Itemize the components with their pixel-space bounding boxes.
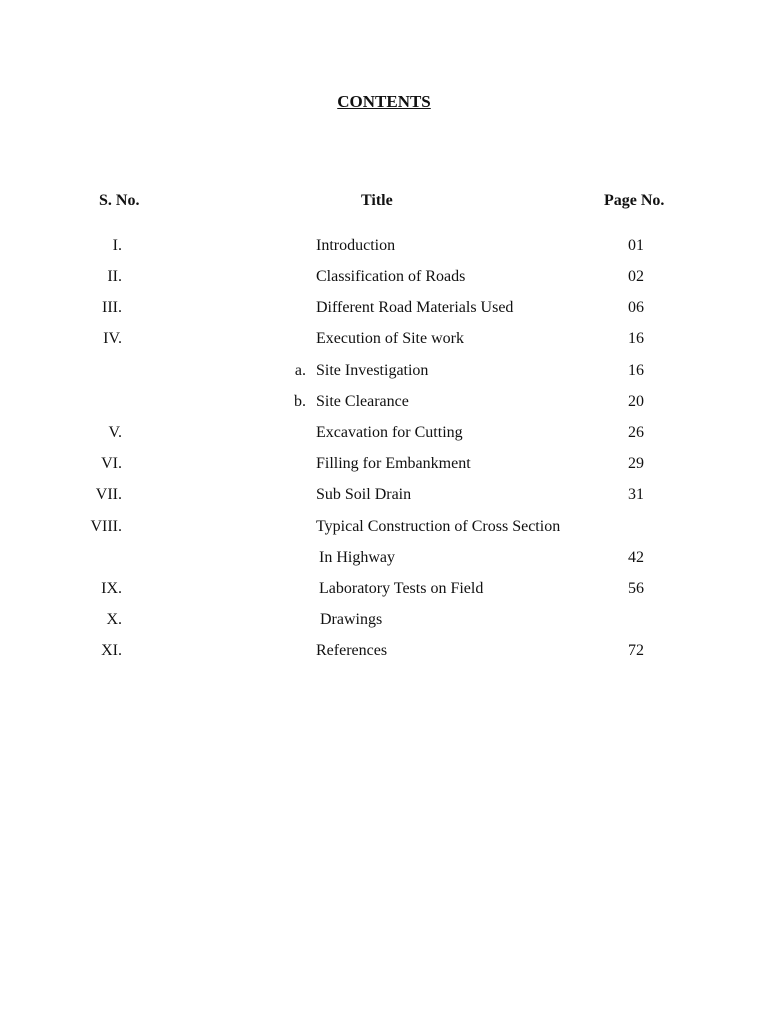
toc-row	[0, 486, 768, 508]
toc-sub-letter: a.	[294, 362, 306, 379]
column-header-sno: S. No.	[99, 192, 140, 209]
toc-page: 06	[628, 299, 644, 316]
toc-page: 20	[628, 393, 644, 410]
toc-title: Site Clearance	[316, 393, 409, 410]
toc-title: Classification of Roads	[316, 268, 466, 285]
column-header-title: Title	[361, 192, 393, 209]
toc-row	[0, 424, 768, 446]
toc-subrow	[0, 362, 768, 384]
toc-page: 16	[628, 330, 644, 347]
toc-title: Drawings	[320, 611, 383, 628]
toc-title: Execution of Site work	[316, 330, 464, 347]
toc-page: 02	[628, 268, 644, 285]
toc-title: References	[316, 642, 388, 659]
toc-subrow	[0, 393, 768, 415]
toc-sno: II.	[107, 268, 122, 285]
toc-row	[0, 330, 768, 352]
toc-row	[0, 268, 768, 290]
toc-sub-letter: b.	[294, 393, 306, 410]
toc-title: Laboratory Tests on Field	[319, 580, 484, 597]
toc-page: 56	[628, 580, 644, 597]
column-header-page: Page No.	[604, 192, 665, 209]
toc-page: 31	[628, 486, 644, 503]
toc-sno: V.	[108, 424, 122, 441]
toc-title: Excavation for Cutting	[316, 424, 463, 441]
toc-title: Filling for Embankment	[316, 455, 471, 472]
toc-sno: XI.	[101, 642, 122, 659]
toc-page: 42	[628, 549, 644, 566]
toc-row	[0, 455, 768, 477]
toc-continuation-row	[0, 549, 768, 571]
toc-sno: III.	[102, 299, 122, 316]
toc-title: Different Road Materials Used	[316, 299, 514, 316]
toc-title: In Highway	[319, 549, 395, 566]
toc-row	[0, 299, 768, 321]
contents-heading: CONTENTS	[337, 92, 431, 111]
toc-sno: VI.	[101, 455, 122, 472]
toc-title: Introduction	[316, 237, 396, 254]
toc-page: 16	[628, 362, 644, 379]
toc-row	[0, 580, 768, 602]
toc-title: Sub Soil Drain	[316, 486, 412, 503]
toc-page: 29	[628, 455, 644, 472]
toc-title: Typical Construction of Cross Section	[316, 518, 561, 535]
toc-sno: VIII.	[90, 518, 122, 535]
toc-row	[0, 611, 768, 633]
toc-row	[0, 518, 768, 540]
toc-sno: X.	[106, 611, 122, 628]
toc-page: 26	[628, 424, 644, 441]
toc-sno: IV.	[103, 330, 122, 347]
toc-sno: VII.	[95, 486, 122, 503]
toc-sno: IX.	[101, 580, 122, 597]
toc-row	[0, 237, 768, 259]
toc-row	[0, 642, 768, 664]
toc-page: 01	[628, 237, 644, 254]
toc-page: 72	[628, 642, 644, 659]
toc-sno: I.	[112, 237, 122, 254]
toc-title: Site Investigation	[316, 362, 429, 379]
